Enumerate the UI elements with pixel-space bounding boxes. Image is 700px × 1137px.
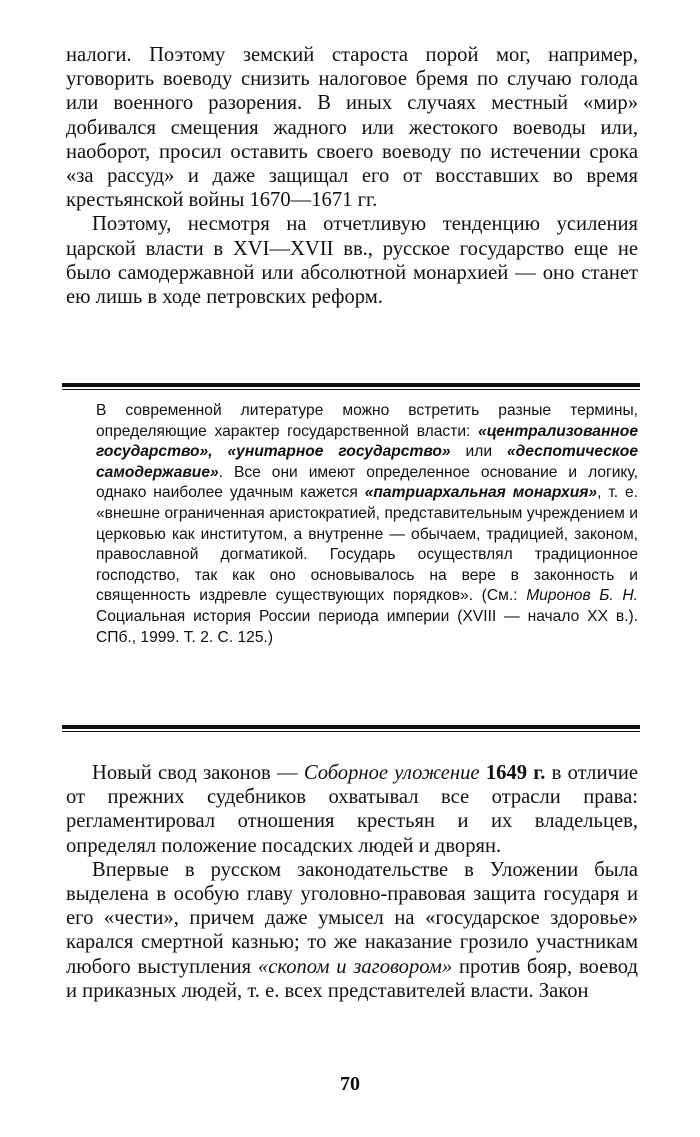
sidebar-top-rule [62,383,640,390]
paragraph-1: налоги. Поэтому земский староста порой мог, например, уговорить воеводу снизить налоговое бремя по случаю голода или военного разорения. В иных случаях местный «мир» добивался смещения жадного или жестокого воеводы или, наоборот, просил оставить своего воеводу по истечении срока «за рассуд» и даже защищал его от восставших во время крестьянской войны 1670—1671 гг. [66,44,638,212]
thick-line [62,725,640,729]
sidebar-term-3: «патриархальная монархия» [364,484,598,502]
sidebar-term-2: «деспотическое самодержавие» [96,443,638,481]
thin-line [62,389,640,390]
sidebar-note [96,401,638,648]
sidebar-author: Миронов Б. Н. [526,587,638,605]
thin-line [62,731,640,732]
p3-year: 1649 г. [479,762,546,784]
thick-line [62,383,640,387]
paragraph-4 [66,858,638,1003]
bottom-text-block [66,761,638,1003]
p4-text-a: Впервые в русском законодательстве в Уложении была выделена в особую главу уголовно-правовая защита государя и его «чести», причем даже умысел на «государское здоровье» карался смертной казнью; то же наказание грозило участникам любого выступления [66,858,638,978]
sidebar-text-1: В современной литературе можно встретить разные термины, определяющие характер государственной власти: [96,402,638,440]
paragraph-3 [66,761,638,858]
sidebar-text-5: Социальная история России периода империи (XVIII — начало XX в.). СПб., 1999. Т. 2. С. 125.) [96,607,638,646]
top-text-block [66,43,638,309]
p3-text-a: Новый свод законов — [92,762,304,784]
sidebar-text-4: , т. е. «внешне ограниченная аристократией, представительным учреждением и церковью как институтом, а внутренне — обычаем, традицией, законом, православной догматикой. Государь осуществлял традиционное господство, так как оно основывалось на вере в законность и священность издревле существующих порядков». (См.: [96,484,638,605]
paragraph-2: Поэтому, несмотря на отчетливую тенденцию усиления царской власти в XVI—XVII вв., русское государство еще не было самодержавной или абсолютной монархией — оно станет ею лишь в ходе петровских реформ. [66,213,638,309]
page-number: 70 [340,1073,360,1095]
p4-text-b: против бояр, воевод и приказных людей, т. е. всех представителей власти. Закон [66,955,638,1002]
sidebar-paragraph [96,401,638,648]
sidebar-text-3: . Все они имеют определенное основание и логику, однако наиболее удачным кажется [96,463,638,502]
sidebar-text-2: или [450,443,507,461]
sidebar-bottom-rule [62,725,640,732]
p3-term: Соборное уложение [303,762,480,784]
p4-term: «скопом и заговором» [257,955,453,978]
sidebar-term-1: «централизованное государство», «унитарное государство» [96,422,638,461]
p3-text-b: в отличие от прежних судебников охватывал все отрасли права: регламентировал отношения крестьян и их владельцев, определял положение посадских людей и дворян. [66,762,638,857]
